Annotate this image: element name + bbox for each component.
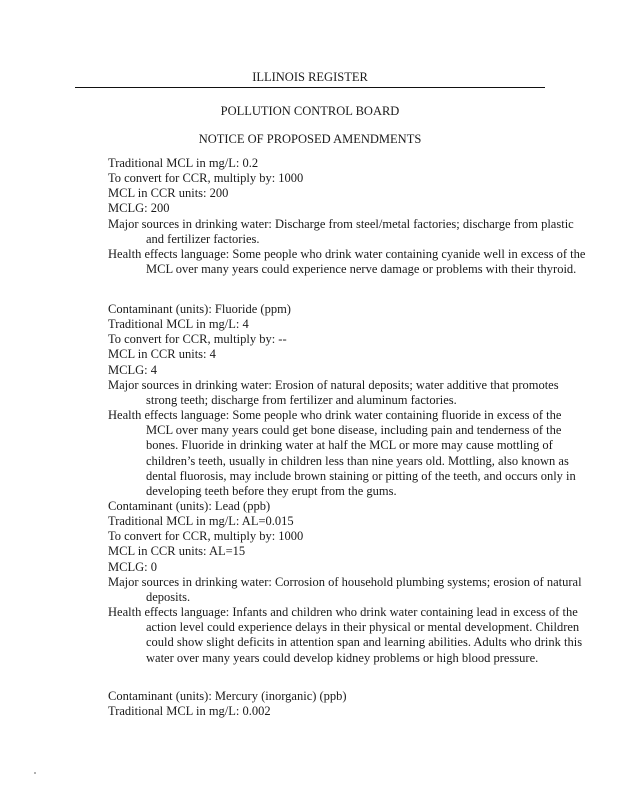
fluoride-sources: Major sources in drinking water: Erosion of natural deposits; water additive that promotes strong teeth; discharge from fertilizer and aluminum factories. bbox=[108, 377, 559, 407]
fluoride-health: Health effects language: Some people who drink water containing fluoride in excess of the MCL over many years could get bone disease, including pain and tenderness of the bones. Fluoride in drinking water at half the MCL or more may cause mottling of children’s teeth, usually in children less than nine years old. Mottling, also known as dental fluorosis, may include brown staining or pitting of the teeth, and occurs only in developing teeth before they erupt from the gums. bbox=[108, 408, 576, 498]
lead-mclg: MCLG: 0 bbox=[108, 559, 157, 574]
header-rule bbox=[75, 87, 545, 88]
fluoride-contaminant: Contaminant (units): Fluoride (ppm) bbox=[108, 302, 291, 316]
cyanide-mcl-ccr: MCL in CCR units: 200 bbox=[108, 186, 229, 201]
scan-speck bbox=[34, 772, 36, 774]
cyanide-sources: Major sources in drinking water: Discharge from steel/metal factories; discharge from plastic and fertilizer factories. bbox=[108, 216, 574, 246]
lead-health: Health effects language: Infants and children who drink water containing lead in excess of the action level could experience delays in their physical or mental development. Children could show slight deficits in attention span and learning abilities. Adults who drink this water over many years could develop kidney problems or high blood pressure. bbox=[108, 605, 583, 665]
cyanide-mclg: MCLG: 200 bbox=[108, 201, 170, 216]
lead-convert: To convert for CCR, multiply by: 1000 bbox=[108, 529, 304, 544]
board-title: POLLUTION CONTROL BOARD bbox=[220, 104, 400, 118]
cyanide-health: Health effects language: Some people who drink water containing cyanide well in excess of the MCL over many years could experience nerve damage or problems with their thyroid. bbox=[108, 246, 586, 277]
mercury-contaminant: Contaminant (units): Mercury (inorganic) (ppb) bbox=[108, 689, 347, 703]
cyanide-mcl-mgl: Traditional MCL in mg/L: 0.2 bbox=[108, 156, 259, 170]
lead-contaminant: Contaminant (units): Lead (ppb) bbox=[108, 499, 271, 513]
fluoride-convert: To convert for CCR, multiply by: -- bbox=[108, 332, 287, 347]
mercury-mcl-mgl: Traditional MCL in mg/L: 0.002 bbox=[108, 704, 271, 719]
fluoride-entry bbox=[108, 302, 576, 499]
fluoride-mcl-mgl: Traditional MCL in mg/L: 4 bbox=[108, 317, 249, 332]
mercury-entry bbox=[108, 689, 548, 719]
fluoride-mclg: MCLG: 4 bbox=[108, 362, 157, 377]
register-title: ILLINOIS REGISTER bbox=[252, 70, 368, 84]
cyanide-entry bbox=[108, 156, 586, 277]
lead-entry bbox=[108, 499, 583, 666]
fluoride-mcl-ccr: MCL in CCR units: 4 bbox=[108, 347, 216, 362]
lead-mcl-mgl: Traditional MCL in mg/L: AL=0.015 bbox=[108, 514, 294, 529]
notice-title: NOTICE OF PROPOSED AMENDMENTS bbox=[198, 132, 422, 146]
lead-sources: Major sources in drinking water: Corrosion of household plumbing systems; erosion of natural deposits. bbox=[108, 574, 582, 604]
cyanide-convert: To convert for CCR, multiply by: 1000 bbox=[108, 171, 304, 186]
lead-mcl-ccr: MCL in CCR units: AL=15 bbox=[108, 544, 246, 559]
